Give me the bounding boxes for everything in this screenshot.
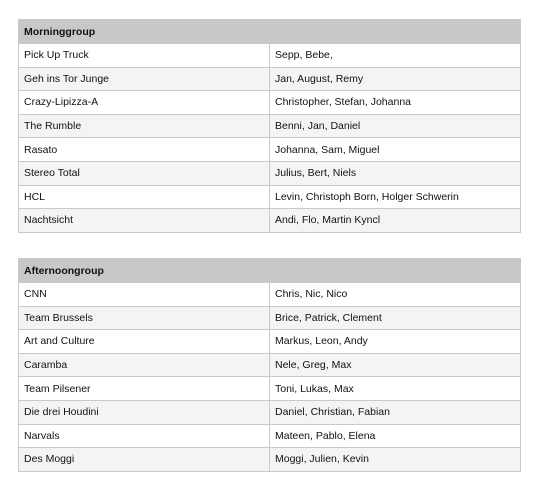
team-name: The Rumble xyxy=(19,114,270,138)
table-row xyxy=(19,67,521,91)
table-row xyxy=(19,306,521,330)
team-members: Andi, Flo, Martin Kyncl xyxy=(270,209,521,233)
table-row xyxy=(19,353,521,377)
group-title: Afternoongroup xyxy=(19,259,270,283)
table-row xyxy=(19,377,521,401)
team-members: Moggi, Julien, Kevin xyxy=(270,448,521,472)
team-members: Christopher, Stefan, Johanna xyxy=(270,91,521,115)
team-name: Des Moggi xyxy=(19,448,270,472)
team-name: Art and Culture xyxy=(19,330,270,354)
team-name: Pick Up Truck xyxy=(19,44,270,68)
team-name: Caramba xyxy=(19,353,270,377)
team-members: Daniel, Christian, Fabian xyxy=(270,400,521,424)
team-name: Stereo Total xyxy=(19,161,270,185)
team-members: Johanna, Sam, Miguel xyxy=(270,138,521,162)
table-row xyxy=(19,400,521,424)
team-members: Markus, Leon, Andy xyxy=(270,330,521,354)
team-name: Geh ins Tor Junge xyxy=(19,67,270,91)
header-empty-cell xyxy=(270,259,521,283)
team-name: Die drei Houdini xyxy=(19,400,270,424)
group-title: Morninggroup xyxy=(19,20,270,44)
table-row xyxy=(19,138,521,162)
table-row xyxy=(19,448,521,472)
team-name: HCL xyxy=(19,185,270,209)
table-row xyxy=(19,161,521,185)
team-name: Crazy-Lipizza-A xyxy=(19,91,270,115)
table-row xyxy=(19,114,521,138)
table-header-row xyxy=(19,20,521,44)
table-row xyxy=(19,209,521,233)
team-name: Narvals xyxy=(19,424,270,448)
team-name: Team Pilsener xyxy=(19,377,270,401)
morning-group-table xyxy=(18,19,521,233)
team-members: Sepp, Bebe, xyxy=(270,44,521,68)
table-row xyxy=(19,44,521,68)
team-name: Team Brussels xyxy=(19,306,270,330)
table-row xyxy=(19,185,521,209)
team-name: Rasato xyxy=(19,138,270,162)
team-members: Levin, Christoph Born, Holger Schwerin xyxy=(270,185,521,209)
table-row xyxy=(19,424,521,448)
table-header-row xyxy=(19,259,521,283)
table-row xyxy=(19,283,521,307)
team-name: CNN xyxy=(19,283,270,307)
afternoon-group-table xyxy=(18,258,521,472)
table-row xyxy=(19,91,521,115)
team-members: Benni, Jan, Daniel xyxy=(270,114,521,138)
table-row xyxy=(19,330,521,354)
team-members: Julius, Bert, Niels xyxy=(270,161,521,185)
header-empty-cell xyxy=(270,20,521,44)
team-members: Nele, Greg, Max xyxy=(270,353,521,377)
team-name: Nachtsicht xyxy=(19,209,270,233)
team-members: Jan, August, Remy xyxy=(270,67,521,91)
team-members: Chris, Nic, Nico xyxy=(270,283,521,307)
team-members: Toni, Lukas, Max xyxy=(270,377,521,401)
team-members: Brice, Patrick, Clement xyxy=(270,306,521,330)
team-members: Mateen, Pablo, Elena xyxy=(270,424,521,448)
